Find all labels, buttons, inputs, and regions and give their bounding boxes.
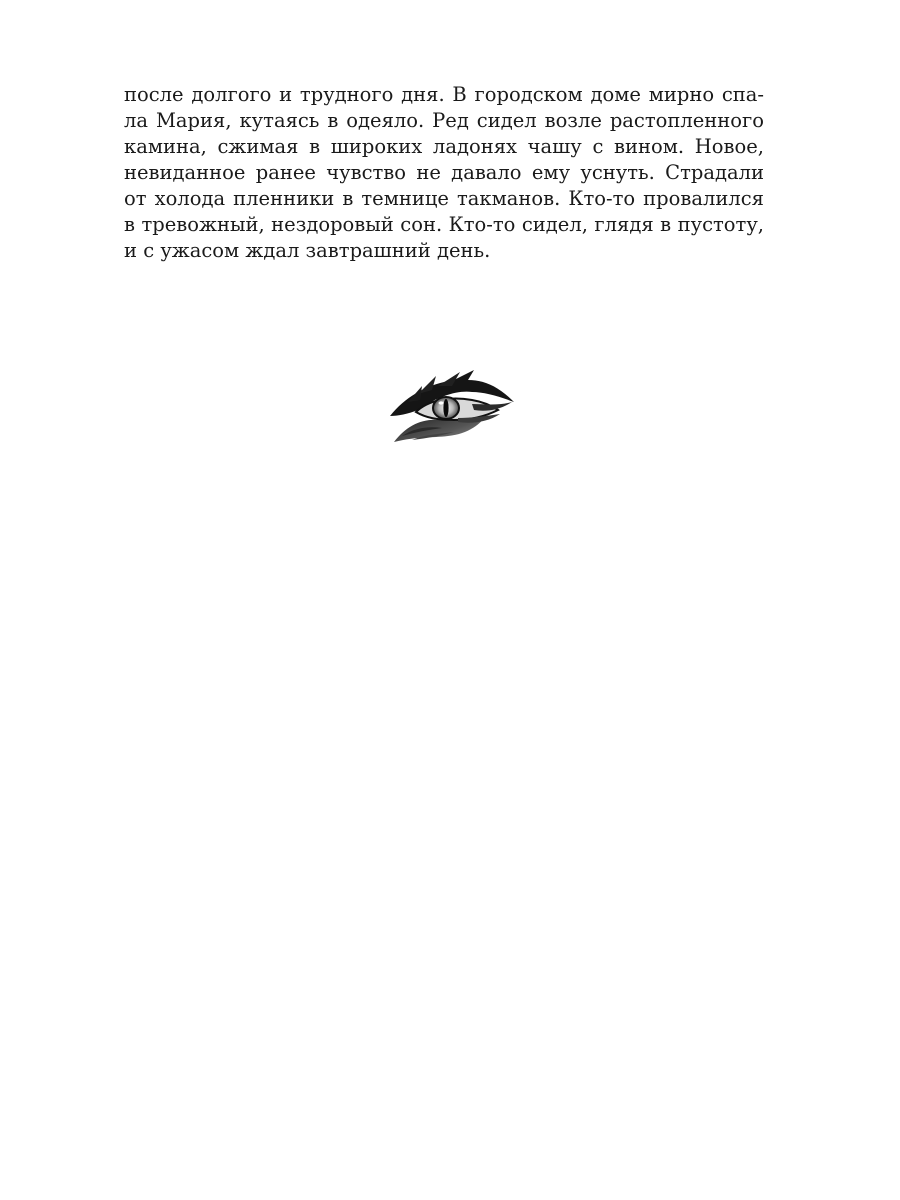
- text-line: ла Мария, кутаясь в одеяло. Ред сидел возле растопленного: [124, 109, 764, 132]
- dragon-eye-icon: [388, 368, 516, 444]
- text-line: после долгого и трудного дня. В городском доме мирно спа-: [124, 83, 764, 106]
- text-line: невиданное ранее чувство не давало ему уснуть. Страдали: [124, 161, 764, 184]
- text-line: и с ужасом ждал завтрашний день.: [124, 239, 491, 262]
- text-line: от холода пленники в темнице такманов. Кто-то провалился: [124, 187, 764, 210]
- text-line: в тревожный, нездоровый сон. Кто-то сидел, глядя в пустоту,: [124, 213, 764, 236]
- text-line: камина, сжимая в широких ладонях чашу с вином. Новое,: [124, 135, 764, 158]
- body-paragraph: [124, 82, 764, 264]
